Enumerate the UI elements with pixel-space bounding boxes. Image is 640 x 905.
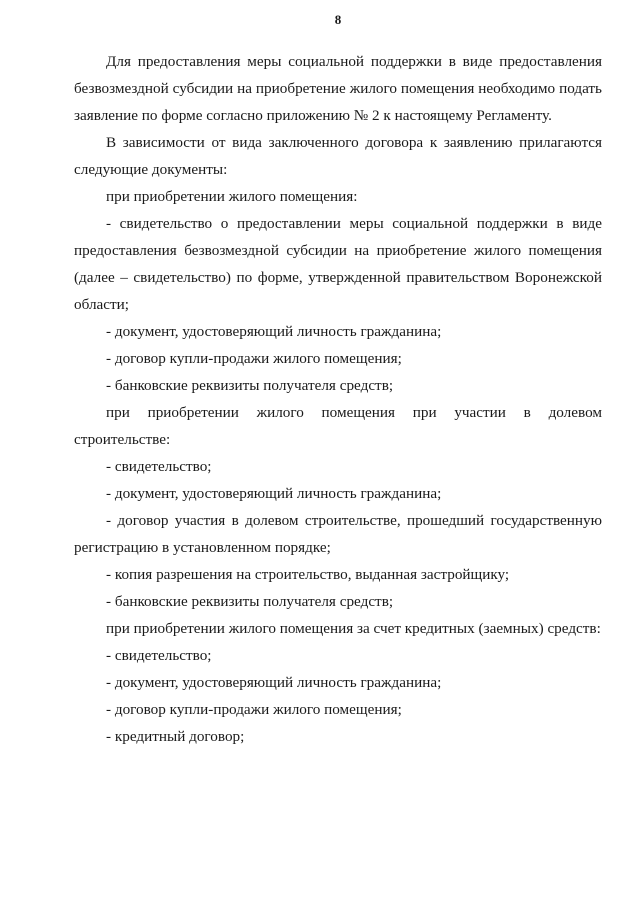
paragraph-case-credit: при приобретении жилого помещения за счет кредитных (заемных) средств:: [106, 620, 601, 637]
list-item: - документ, удостоверяющий личность гражданина;: [106, 323, 442, 340]
list-item: - документ, удостоверяющий личность гражданина;: [106, 485, 442, 502]
paragraph-documents-intro: В зависимости от вида заключенного договора к заявлению прилагаются следующие документы:: [74, 134, 602, 178]
list-item: - свидетельство;: [106, 647, 212, 664]
list-item: - договор участия в долевом строительстве, прошедший государственную регистрацию в установленном порядке;: [74, 512, 602, 556]
list-item: - свидетельство о предоставлении меры социальной поддержки в виде предоставления безвозмездной субсидии на приобретение жилого помещения (далее – свидетельство) по форме, утвержденной правительством Воронежской области;: [74, 215, 602, 313]
list-item: - банковские реквизиты получателя средств;: [106, 593, 394, 610]
list-item: - кредитный договор;: [106, 728, 245, 745]
paragraph-case-purchase: при приобретении жилого помещения:: [106, 188, 358, 205]
list-item: - документ, удостоверяющий личность гражданина;: [106, 674, 442, 691]
paragraph-case-shared-construction: при приобретении жилого помещения при участии в долевом строительстве:: [74, 404, 602, 448]
list-item: - свидетельство;: [106, 458, 212, 475]
list-item: - банковские реквизиты получателя средств;: [106, 377, 394, 394]
paragraph-application-intro: Для предоставления меры социальной поддержки в виде предоставления безвозмездной субсидии на приобретение жилого помещения необходимо подать заявление по форме согласно приложению № 2 к настоящему Регламенту.: [74, 53, 602, 124]
list-item: - договор купли-продажи жилого помещения;: [106, 701, 402, 718]
list-item: - копия разрешения на строительство, выданная застройщику;: [106, 566, 510, 583]
page-number: 8: [334, 12, 342, 27]
list-item: - договор купли-продажи жилого помещения;: [106, 350, 402, 367]
